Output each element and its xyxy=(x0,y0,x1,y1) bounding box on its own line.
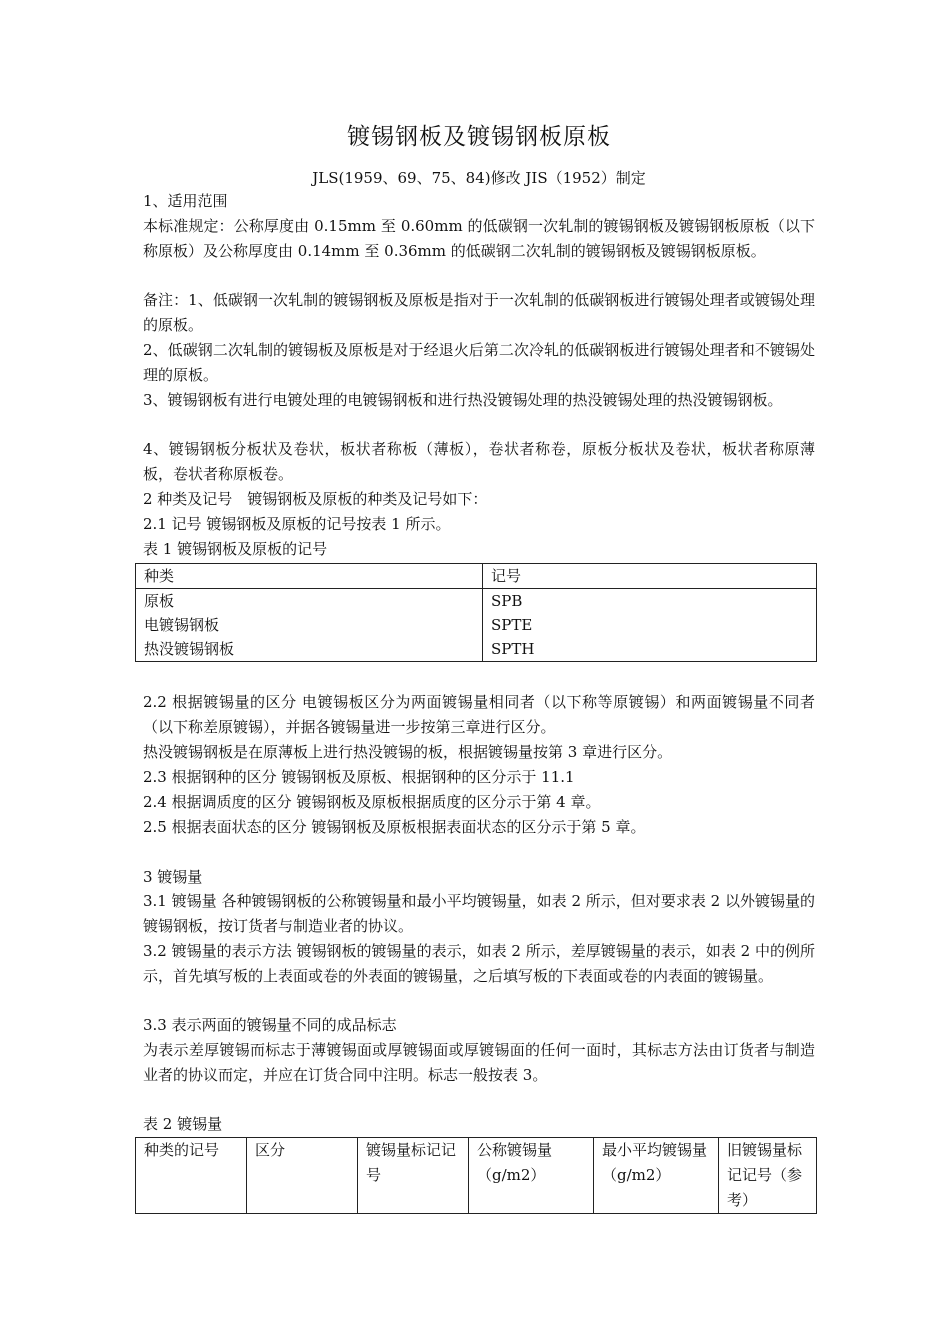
table-1 xyxy=(135,563,817,662)
paragraph: 2.5 根据表面状态的区分 镀锡钢板及原板根据表面状态的区分示于第 5 章。 xyxy=(143,818,646,836)
paragraph: 2.1 记号 镀锡钢板及原板的记号按表 1 所示。 xyxy=(143,515,451,533)
table-header-row xyxy=(136,1138,817,1214)
paragraph: 4、镀锡钢板分板状及卷状，板状者称板（薄板），卷状者称卷，原板分板状及卷状，板状者称原薄板，卷状者称原板卷。 xyxy=(143,440,815,483)
table-caption: 表 1 镀锡钢板及原板的记号 xyxy=(143,540,328,558)
section-heading: 1、适用范围 xyxy=(143,192,228,210)
table-header-cell: 旧镀锡量标记记号（参考） xyxy=(719,1138,817,1214)
table-row xyxy=(136,589,817,614)
section-heading: 3 镀锡量 xyxy=(143,868,203,886)
table-cell: 电镀锡钢板 xyxy=(136,613,483,637)
paragraph: 2、低碳钢二次轧制的镀锡板及原板是对于经退火后第二次冷轧的低碳钢板进行镀锡处理者和不镀锡处理的原板。 xyxy=(143,341,815,384)
paragraph: 2.3 根据钢种的区分 镀锡钢板及原板、根据钢种的区分示于 11.1 xyxy=(143,768,575,786)
paragraph: 3.2 镀锡量的表示方法 镀锡钢板的镀锡量的表示，如表 2 所示，差厚镀锡量的表示，如表 2 中的例所示，首先填写板的上表面或卷的外表面的镀锡量，之后填写板的下表面或卷的内表面的镀锡量。 xyxy=(143,942,815,985)
table-header-cell: 最小平均镀锡量（g/m2） xyxy=(594,1138,719,1214)
paragraph: 3、镀锡钢板有进行电镀处理的电镀锡钢板和进行热没镀锡处理的热没镀锡处理的热没镀锡钢板。 xyxy=(143,391,783,409)
table-row xyxy=(136,637,817,662)
table-cell: SPTE xyxy=(483,613,817,637)
paragraph: 热没镀锡钢板是在原薄板上进行热没镀锡的板，根据镀锡量按第 3 章进行区分。 xyxy=(143,743,673,761)
table-header-cell: 区分 xyxy=(247,1138,358,1214)
paragraph: 2.2 根据镀锡量的区分 电镀锡板区分为两面镀锡量相同者（以下称等原镀锡）和两面镀锡量不同者（以下称差原镀锡），并据各镀锡量进一步按第三章进行区分。 xyxy=(143,693,815,736)
table-2 xyxy=(135,1137,817,1214)
table-caption: 表 2 镀锡量 xyxy=(143,1115,223,1133)
table-header-row xyxy=(136,564,817,589)
table-header-cell: 公称镀锡量（g/m2） xyxy=(469,1138,594,1214)
table-cell: 热没镀锡钢板 xyxy=(136,637,483,662)
table-header-cell: 种类 xyxy=(136,564,483,589)
paragraph: 2.4 根据调质度的区分 镀锡钢板及原板根据质度的区分示于第 4 章。 xyxy=(143,793,601,811)
paragraph: 备注：1、低碳钢一次轧制的镀锡钢板及原板是指对于一次轧制的低碳钢板进行镀锡处理者或镀锡处理的原板。 xyxy=(143,291,815,334)
paragraph: 3.1 镀锡量 各种镀锡钢板的公称镀锡量和最小平均镀锡量，如表 2 所示，但对要求表 2 以外镀锡量的镀锡钢板，按订货者与制造业者的协议。 xyxy=(143,892,815,935)
table-header-cell: 种类的记号 xyxy=(136,1138,247,1214)
table-header-cell: 记号 xyxy=(483,564,817,589)
table-header-cell: 镀锡量标记记号 xyxy=(358,1138,469,1214)
table-cell: 原板 xyxy=(136,589,483,614)
paragraph: 为表示差厚镀锡而标志于薄镀锡面或厚镀锡面或厚镀锡面的任何一面时，其标志方法由订货者与制造业者的协议而定，并应在订货合同中注明。标志一般按表 3。 xyxy=(143,1041,815,1084)
section-heading: 2 种类及记号 镀锡钢板及原板的种类及记号如下： xyxy=(143,490,488,508)
table-row xyxy=(136,613,817,637)
table-cell: SPTH xyxy=(483,637,817,662)
paragraph: 本标准规定：公称厚度由 0.15mm 至 0.60mm 的低碳钢一次轧制的镀锡钢板及镀锡钢板原板（以下称原板）及公称厚度由 0.14mm 至 0.36mm 的低碳钢二次轧制的镀锡钢板及镀锡钢板原板。 xyxy=(143,217,815,260)
page-title: 镀锡钢板及镀锡钢板原板 xyxy=(347,124,611,150)
table-cell: SPB xyxy=(483,589,817,614)
page-subtitle: JLS(1959、69、75、84)修改 JIS（1952）制定 xyxy=(312,169,646,187)
paragraph: 3.3 表示两面的镀锡量不同的成品标志 xyxy=(143,1016,397,1034)
